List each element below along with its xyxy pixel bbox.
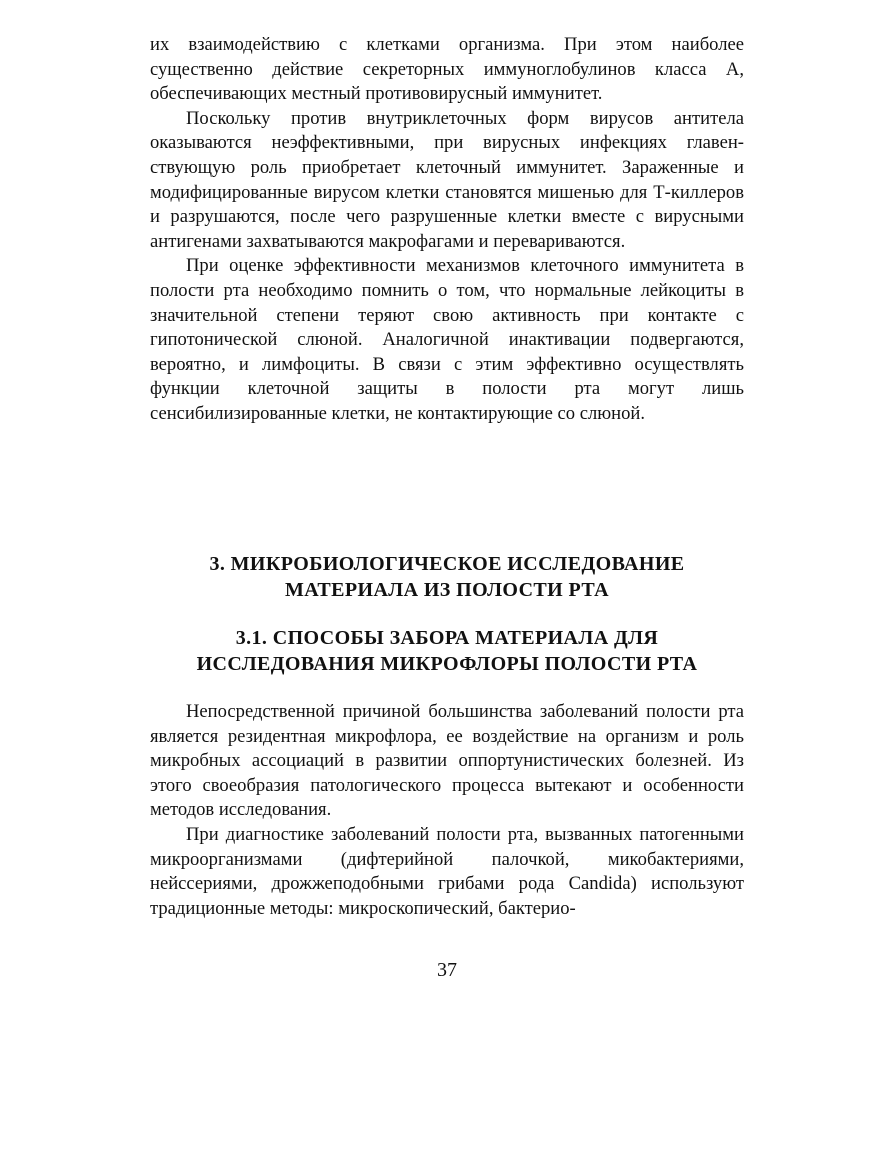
paragraph-continuation: их взаимодействию с клетками организма. При этом наиболее существенно действие секреторных иммуноглобулинов класса А, обеспечивающих местный противовирусный иммунитет. <box>150 34 744 105</box>
text-block-bottom <box>150 700 744 921</box>
page-number: 37 <box>437 959 457 981</box>
paragraph-resident-microflora: Непосредственной причиной большинства заболеваний полости рта является резидентная микрофлора, ее воздействие на организм и роль микробных ассоциаций в развитии оппортунистических болезней. Из этого своеобразия патологического процесса вытекают и особенности методов исследования. <box>150 701 744 821</box>
subsection-heading-line2: ИССЛЕДОВАНИЯ МИКРОФЛОРЫ ПОЛОСТИ РТА <box>196 653 698 675</box>
paragraph-cellular-immunity: Поскольку против внутриклеточных форм вирусов антитела оказываются неэффективными, при вирусных инфекциях главенствующую роль приобретает клеточный иммунитет. Зараженные и модифицированные вирусом клетки становятся мишенью для Т-киллеров и разрушаются, после чего разрушенные клетки вместе с вирусными антигенами захватываются макрофагами и перевариваются. <box>150 107 744 252</box>
subsection-heading <box>150 625 744 677</box>
paragraph-efficiency: При оценке эффективности механизмов клеточного иммунитета в полости рта необходимо помнить о том, что нормальные лейкоциты в значительной степени теряют свою активность при контакте с гипотонической слюной. Аналогичной инактивации подвергаются, вероятно, и лимфоциты. В связи с этим эффективно осуществлять функции клеточной защиты в полости рта могут лишь сенсибилизированные клетки, не контактирующие со слюной. <box>150 255 744 424</box>
section-heading-line1: 3. МИКРОБИОЛОГИЧЕСКОЕ ИССЛЕДОВАНИЕ <box>209 553 685 575</box>
section-heading <box>150 551 744 603</box>
section-heading-line2: МАТЕРИАЛА ИЗ ПОЛОСТИ РТА <box>285 579 609 601</box>
text-block-top <box>150 33 744 427</box>
paragraph-diagnostics: При диагностике заболеваний полости рта, вызванных патогенными микроорганизмами (дифтерийной палочкой, микобактериями, нейссериями, дрожжеподобными грибами рода Candida) используют традиционные методы: микроскопический, бактерио- <box>150 823 744 919</box>
subsection-heading-line1: 3.1. СПОСОБЫ ЗАБОРА МАТЕРИАЛА ДЛЯ <box>235 627 659 649</box>
